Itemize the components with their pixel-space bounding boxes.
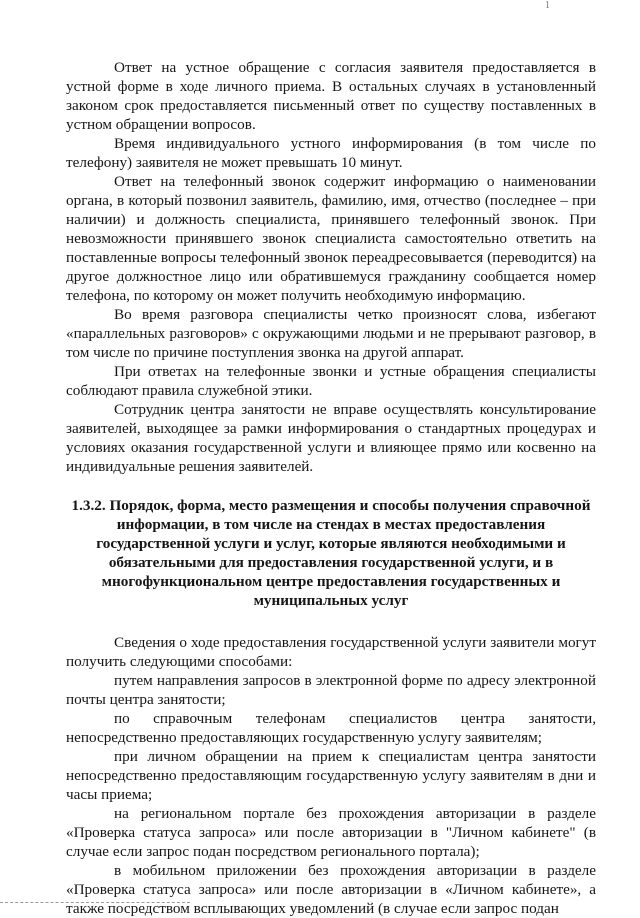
paragraph: Время индивидуального устного информирования (в том числе по телефону) заявителя не может превышать 10 минут. xyxy=(66,135,596,171)
list-item: по справочным телефонам специалистов центра занятости, непосредственно предоставляющих государственную услугу заявителям; xyxy=(66,710,596,746)
paragraph: Сотрудник центра занятости не вправе осуществлять консультирование заявителей, выходящее за рамки информирования о стандартных процедурах и условиях оказания государственной услуги и влияющее прямо или косвенно на индивидуальные решения заявителей. xyxy=(66,401,596,475)
list-item: на региональном портале без прохождения авторизации в разделе «Проверка статуса запроса» или после авторизации в "Личном кабинете" (в случае если запрос подан посредством регионального портала); xyxy=(66,805,596,860)
list-item: при личном обращении на прием к специалистам центра занятости непосредственно предоставляющим государственную услугу заявителям в дни и часы приема; xyxy=(66,748,596,803)
list-item: в мобильном приложении без прохождения авторизации в разделе «Проверка статуса запроса» или после авторизации в «Личном кабинете», а также посредством всплывающих уведомлений (в случае если запрос подан xyxy=(66,862,596,917)
scan-edge-line xyxy=(0,902,190,903)
document-body xyxy=(66,58,596,918)
list-item: путем направления запросов в электронной форме по адресу электронной почты центра занятости; xyxy=(66,672,596,708)
paragraph: При ответах на телефонные звонки и устные обращения специалисты соблюдают правила служебной этики. xyxy=(66,363,596,399)
paragraph: Сведения о ходе предоставления государственной услуги заявители могут получить следующими способами: xyxy=(66,634,596,670)
page-marker: 1 xyxy=(545,0,550,11)
paragraph: Ответ на телефонный звонок содержит информацию о наименовании органа, в который позвонил заявитель, фамилию, имя, отчество (последнее – при наличии) и должность специалиста, принявшего телефонный звонок. При невозможности принявшего звонок специалиста самостоятельно ответить на поставленные вопросы телефонный звонок переадресовывается (переводится) на другое должностное лицо или обратившемуся гражданину сообщается номер телефона, по которому он может получить необходимую информацию. xyxy=(66,173,596,304)
section-heading: 1.3.2. Порядок, форма, место размещения и способы получения справочной информации, в том числе на стендах в местах предоставления государственной услуги и услуг, которые являются необходимыми и обязательными для предоставления государственной услуги, и в многофункциональном центре предоставления государственных и муниципальных услуг xyxy=(71,497,591,609)
paragraph: Ответ на устное обращение с согласия заявителя предоставляется в устной форме в ходе личного приема. В остальных случаях в установленный законом срок предоставляется письменный ответ по существу поставленных в устном обращении вопросов. xyxy=(66,59,596,133)
paragraph: Во время разговора специалисты четко произносят слова, избегают «параллельных разговоров» с окружающими людьми и не прерывают разговор, в том числе по причине поступления звонка на другой аппарат. xyxy=(66,306,596,361)
